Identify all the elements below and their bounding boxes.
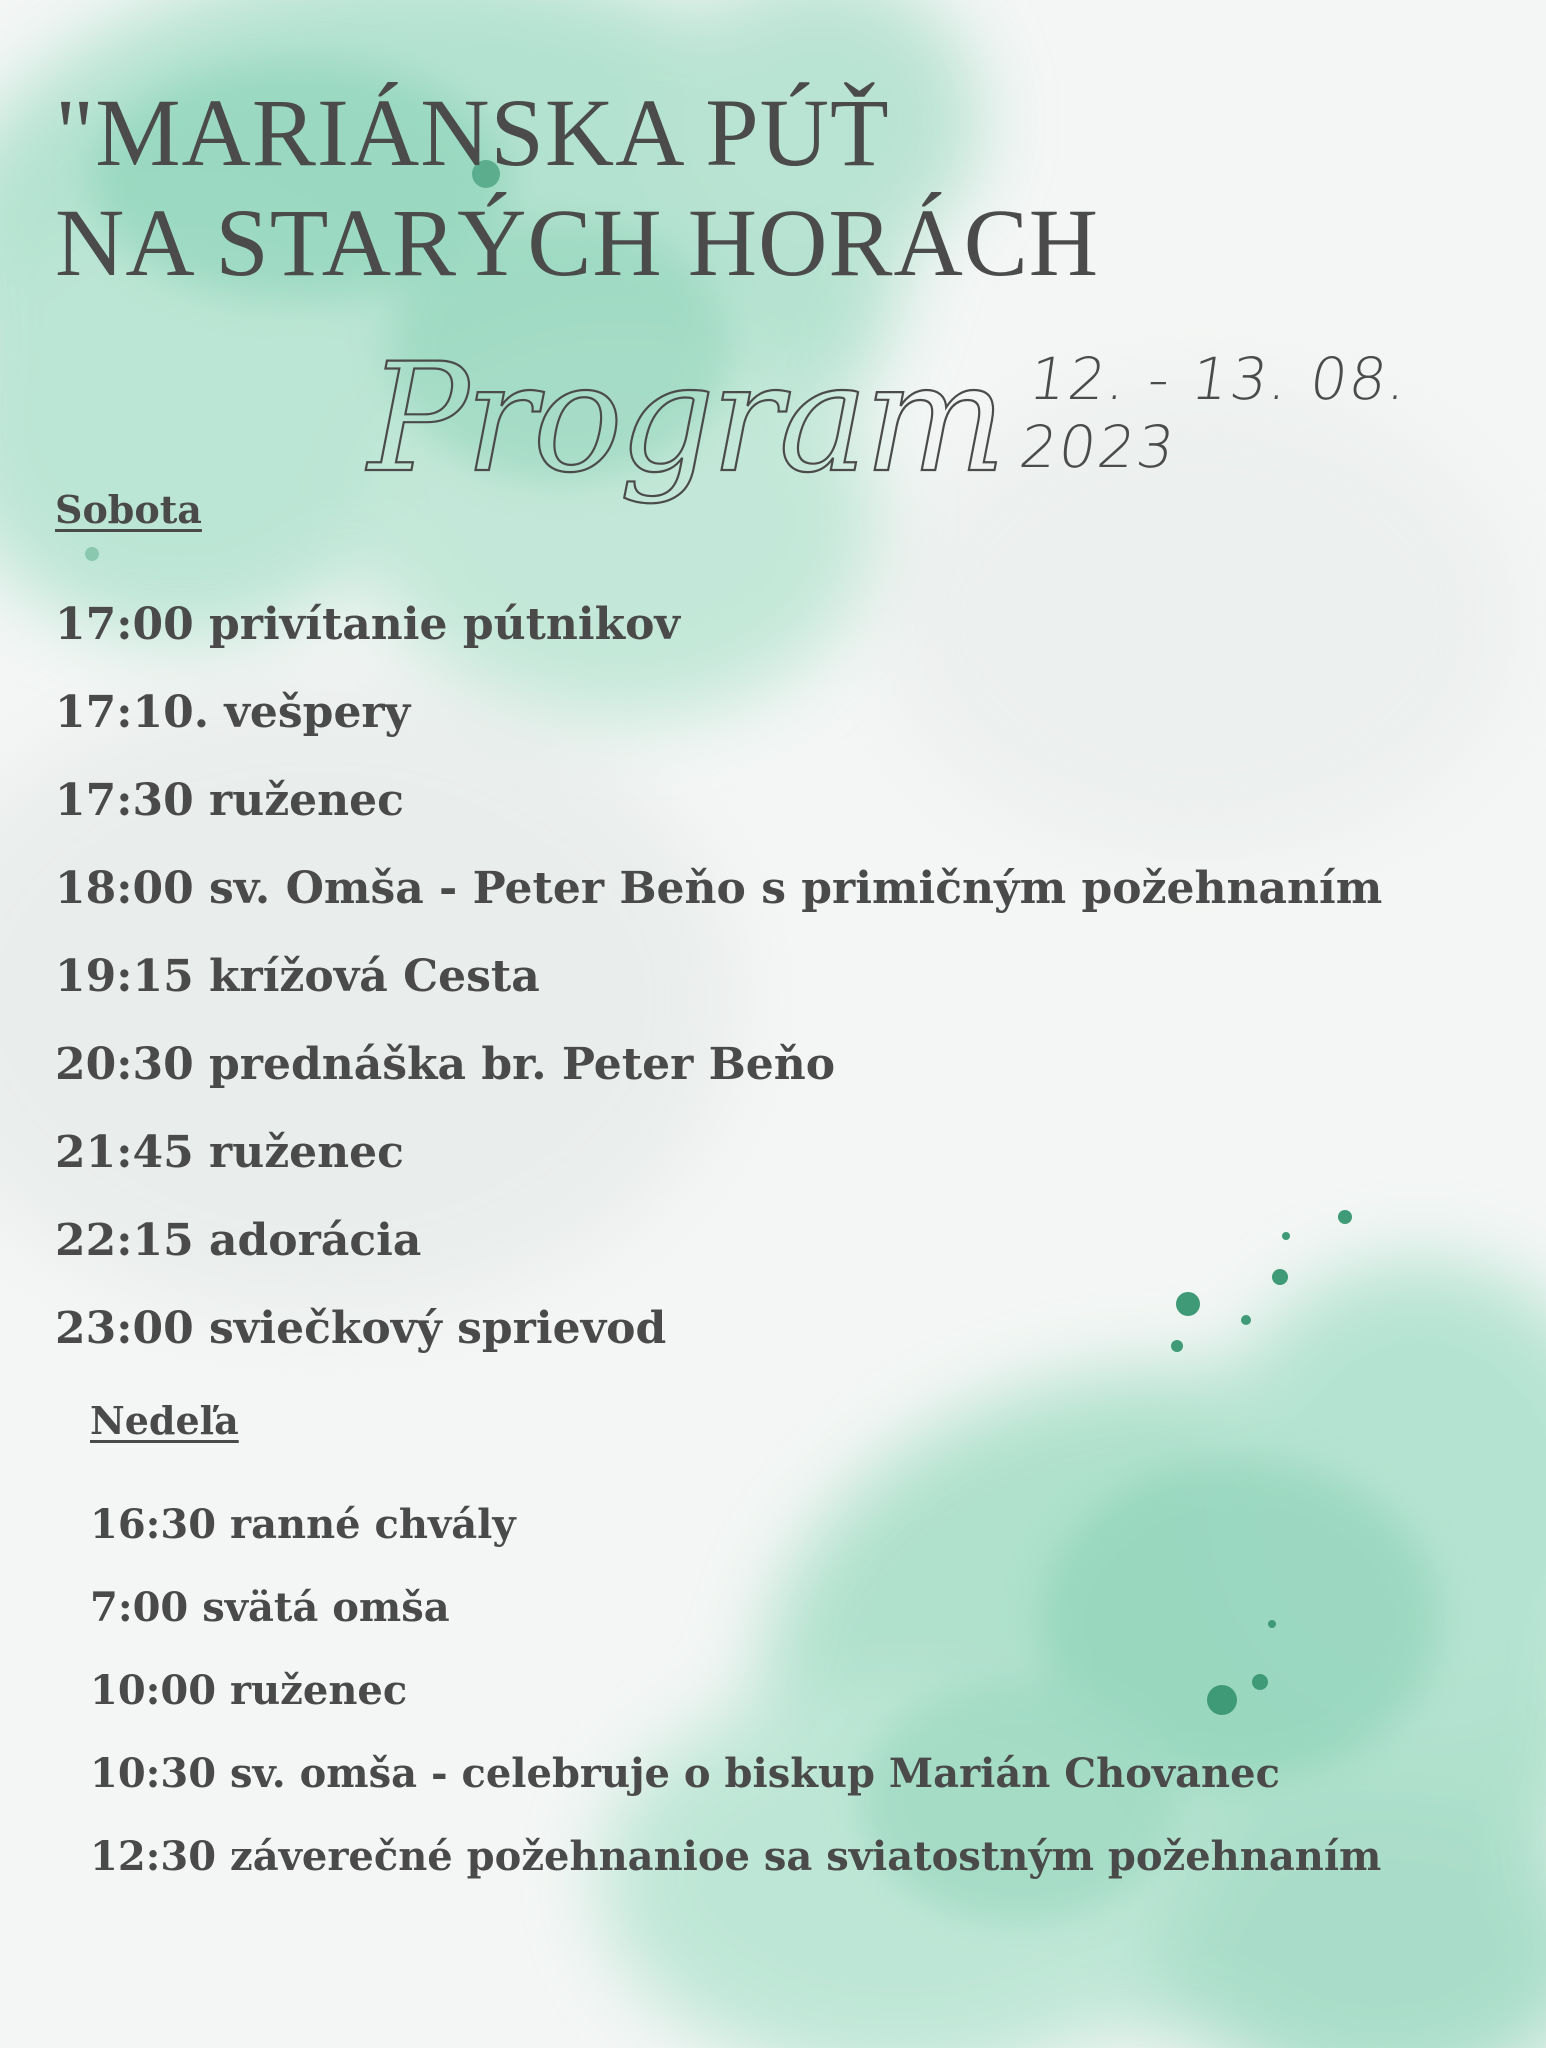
page-title <box>55 78 1099 298</box>
program-script-text: Program <box>368 332 1003 506</box>
program-script-heading <box>360 300 1003 620</box>
sunday-schedule <box>90 1497 1381 1912</box>
schedule-item: 22:15 adorácia <box>55 1215 422 1266</box>
schedule-item: 21:45 ruženec <box>55 1127 404 1178</box>
event-date: 12. - 13. 08. 2023 <box>1015 345 1414 481</box>
schedule-item: 23:00 sviečkový sprievod <box>55 1303 667 1354</box>
saturday-heading: Sobota <box>55 487 202 532</box>
saturday-schedule <box>55 595 1382 1387</box>
title-line-2: NA STARÝCH HORÁCH <box>55 189 1100 296</box>
schedule-item: 18:00 sv. Omša - Peter Beňo s primičným požehnaním <box>55 863 1383 914</box>
schedule-item: 17:10. vešpery <box>55 687 411 738</box>
schedule-item: 17:00 privítanie pútnikov <box>55 599 681 650</box>
schedule-item: 7:00 svätá omša <box>90 1584 450 1631</box>
sunday-heading: Nedeľa <box>90 1398 239 1443</box>
schedule-item: 10:30 sv. omša - celebruje o biskup Marián Chovanec <box>90 1750 1280 1797</box>
schedule-item: 16:30 ranné chvály <box>90 1501 516 1548</box>
schedule-item: 10:00 ruženec <box>90 1667 408 1714</box>
schedule-item: 12:30 záverečné požehnanioe sa sviatostným požehnaním <box>90 1833 1382 1880</box>
schedule-item: 20:30 prednáška br. Peter Beňo <box>55 1039 836 1090</box>
schedule-item: 19:15 krížová Cesta <box>55 951 540 1002</box>
schedule-item: 17:30 ruženec <box>55 775 404 826</box>
title-line-1: "MARIÁNSKA PÚŤ <box>55 79 890 186</box>
